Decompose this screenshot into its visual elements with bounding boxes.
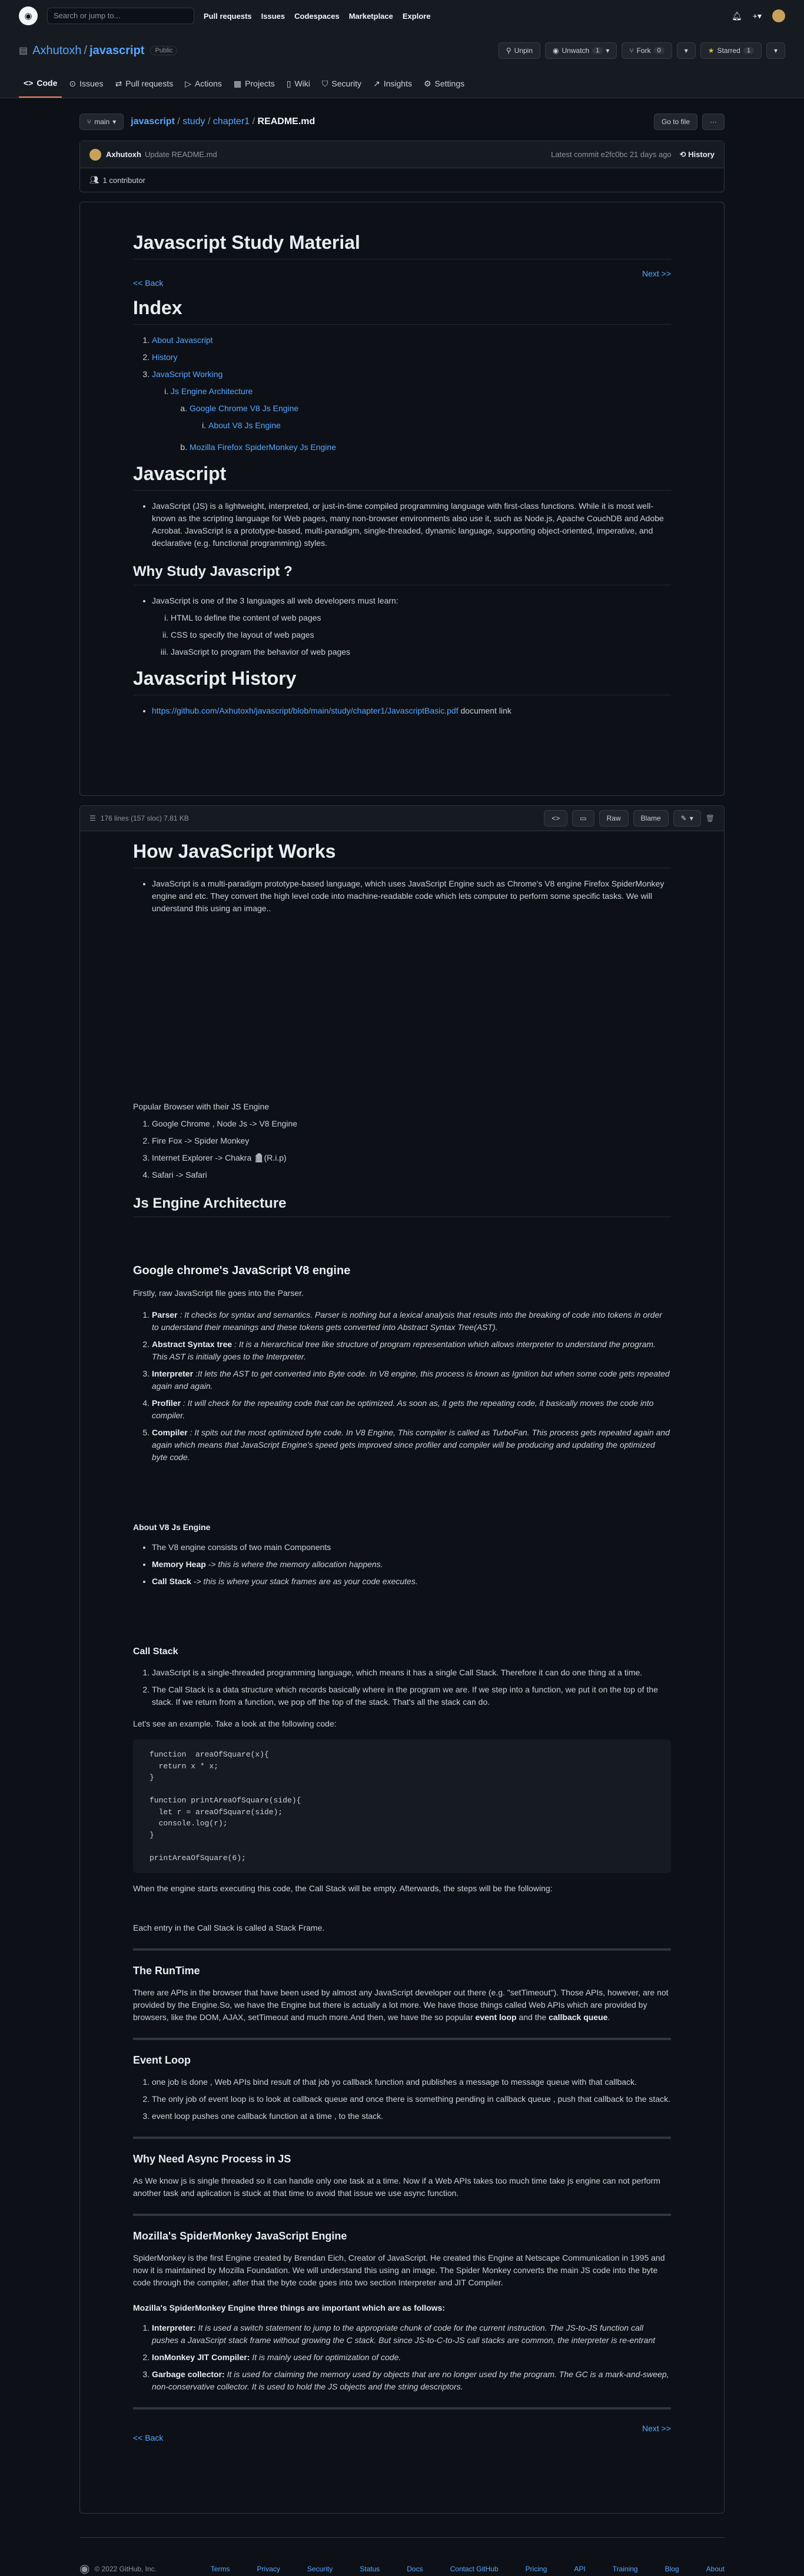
tab-wiki[interactable]: ▯ Wiki — [286, 78, 310, 88]
graph-icon: ↗ — [373, 78, 380, 88]
footer-link-training[interactable]: Training — [612, 2564, 638, 2573]
spidermonkey-text: SpiderMonkey is the first Engine created by Brendan Eich, Creator of JavaScript. He created this Engine at Netscape Communication in 1995 and now it is maintained by Mozilla Foundation. We will understand this using an image. The Spider Monkey converts the main JS code into the byte code through the compiler, after that the byte code goes into two section Interpreter and JIT Compiler. — [133, 2253, 665, 2287]
next-link[interactable]: Next >> — [642, 269, 671, 278]
commit-author-link[interactable]: Axhutoxh — [106, 150, 141, 159]
code-icon: <> — [24, 78, 34, 88]
preview-button[interactable] — [572, 810, 594, 827]
pencil-icon: ✎ — [680, 814, 687, 822]
commit-box — [79, 141, 725, 192]
index-v8-engine[interactable]: Google Chrome V8 Js Engine — [190, 404, 299, 413]
list-item: 2. IonMonkey JIT Compiler: It is mainly used for optimization of code. — [152, 2351, 671, 2364]
list-item: • Memory Heap -> this is where the memory allocation happens. — [152, 1558, 671, 1571]
tab-issues[interactable]: ⊙ Issues — [69, 78, 104, 88]
fork-icon: ⑂ — [629, 46, 634, 55]
javascript-description: • JavaScript (JS) is a lightweight, interpreted, or just-in-time compiled programming language with first-class functions. While it is most well-known as the scripting language for Web pages, many non-browser environments also use it, such as Node.js, Apache CouchDB and Adobe Acrobat. JavaScript is a prototype-based, multi-paradigm, single-threaded, dynamic language, supporting object-oriented, imperative, and declarative (e.g. functional programming) styles. — [152, 500, 671, 549]
history-icon: ⟲ — [679, 149, 686, 159]
fork-dropdown-button[interactable]: ▾ — [677, 42, 696, 59]
index-engine-architecture[interactable]: Js Engine Architecture — [171, 386, 253, 396]
v8-heading: Google chrome's JavaScript V8 engine — [133, 1264, 351, 1277]
index-spidermonkey[interactable]: Mozilla Firefox SpiderMonkey Js Engine — [190, 442, 336, 452]
issues-icon: ⊙ — [69, 78, 77, 88]
tab-projects[interactable]: ▦ Projects — [233, 78, 275, 88]
visibility-badge: Public — [150, 46, 177, 55]
footer-link-privacy[interactable]: Privacy — [257, 2564, 280, 2573]
code-icon: <> — [551, 814, 560, 822]
tab-insights[interactable]: ↗ Insights — [373, 78, 412, 88]
list-item: 4. Safari -> Safari — [152, 1169, 671, 1181]
runtime-heading: The RunTime — [133, 1965, 200, 1977]
breadcrumb-file: README.md — [257, 116, 315, 126]
tab-actions[interactable]: ▷ Actions — [185, 78, 222, 88]
list-item: 2. The Call Stack is a data structure which records basically where in the program we are. If we step into a function, we put it on the top of the stack. If we return from a function, we pop off the top of the stack. That's all the stack can do. — [152, 1684, 671, 1708]
copyright: © 2022 GitHub, Inc. — [94, 2564, 157, 2573]
list-item: 4. Profiler : It will check for the repeating code that can be optimized. As soon as, it gets the repeating code, it basically moves the code into compiler. — [152, 1397, 671, 1422]
pull-request-icon: ⇄ — [115, 78, 122, 88]
unwatch-button[interactable]: ◉ Unwatch 1 ▾ — [545, 42, 617, 59]
fork-count: 0 — [654, 47, 665, 54]
list-item: 3. Interpreter :It lets the AST to get converted into Byte code. In V8 engine, this process is known as Ignition but when some code gets repeated again and again. — [152, 1368, 671, 1392]
spidermonkey-heading: Mozilla's SpiderMonkey JavaScript Engine — [133, 2230, 347, 2242]
repo-header — [0, 32, 804, 98]
list-item: • Call Stack -> this is where your stack frames are as your code executes. — [152, 1575, 671, 1588]
about-v8-heading: About V8 Js Engine — [133, 1522, 211, 1532]
global-header — [0, 0, 804, 32]
main-content — [79, 98, 725, 2514]
tab-pull-requests[interactable]: ⇄ Pull requests — [115, 78, 174, 88]
list-item: 1. JavaScript is a single-threaded programming language, which means it has a single Call Stack. Therefore it can do one thing at a time. — [152, 1667, 671, 1679]
how-js-works-heading: How JavaScript Works — [133, 841, 671, 868]
why-study-heading: Why Study Javascript ? — [133, 564, 671, 585]
star-count: 1 — [743, 47, 754, 54]
footer — [79, 2537, 725, 2576]
async-heading: Why Need Async Process in JS — [133, 2153, 291, 2165]
list-item: 5. Compiler : It spits out the most optimized byte code. In V8 Engine, This compiler is called as TurboFan. This process gets repeated again and again which means that JavaScript Engine's speed gets improved since profiler and compiler will be producing and updating the optimized byte code. — [152, 1427, 671, 1464]
example-text: Let's see an example. Take a look at the following code: — [133, 1719, 337, 1728]
v8-intro: Firstly, raw JavaScript file goes into the Parser. — [133, 1288, 304, 1298]
history-pdf-link[interactable]: https://github.com/Axhutoxh/javascript/blob/main/study/chapter1/JavascriptBasic.pdf — [152, 706, 459, 715]
footer-link-api[interactable]: API — [574, 2564, 586, 2573]
commit-message-link[interactable]: Update README.md — [144, 150, 217, 159]
create-plus-icon[interactable]: +▾ — [752, 11, 762, 21]
eye-icon: ◉ — [553, 46, 559, 55]
breadcrumb-repo[interactable]: javascript — [131, 116, 175, 126]
watch-count: 1 — [592, 47, 603, 54]
search-input[interactable]: Search or jump to... — [47, 8, 194, 24]
list-item: i. HTML to define the content of web pages — [171, 612, 671, 624]
pin-icon: ⚲ — [506, 46, 511, 55]
divider — [133, 2038, 671, 2040]
branch-icon: ⑂ — [87, 118, 92, 126]
nav-issues[interactable]: Issues — [261, 11, 285, 21]
list-item: 1. Google Chrome , Node Js -> V8 Engine — [152, 1118, 671, 1130]
author-avatar — [89, 149, 101, 161]
notification-bell-icon[interactable]: 🔔︎ — [732, 11, 742, 21]
wiki-icon: ▯ — [286, 78, 291, 88]
readme-body — [79, 831, 725, 2514]
index-about-v8[interactable]: About V8 Js Engine — [208, 421, 281, 430]
why-study-text: JavaScript is one of the 3 languages all web developers must learn: — [152, 596, 398, 605]
back-link-bottom[interactable]: << Back — [133, 2433, 164, 2442]
list-item: 3. Garbage collector: It is used for claiming the memory used by objects that are no longer used by the program. The GC is a mark-and-sweep, non-conservative collector. It is used to hold the JS objects and the string descriptors. — [152, 2368, 671, 2393]
list-item: • The V8 engine consists of two main Components — [152, 1541, 671, 1554]
repo-icon: ▤ — [19, 46, 28, 56]
unpin-button[interactable]: ⚲ Unpin — [499, 42, 540, 59]
nav-marketplace[interactable]: Marketplace — [348, 11, 393, 21]
repo-tabs — [19, 69, 785, 98]
contributors-count[interactable]: 1 contributor — [102, 175, 145, 185]
github-footer-logo-icon[interactable]: ◉ — [79, 2562, 90, 2575]
list-item: 3. event loop pushes one callback function at a time , to the stack. — [152, 2110, 671, 2122]
tab-settings[interactable]: ⚙ Settings — [423, 78, 465, 88]
delete-icon[interactable]: 🗑︎ — [705, 814, 715, 822]
footer-link-docs[interactable]: Docs — [407, 2564, 423, 2573]
list-item: 1. Parser : It checks for syntax and semantics. Parser is nothing but a lexical analysis that results into the breaking of code into tokens in order to understand their meanings and these tokens gets converted into Abstract Syntax Tree(AST). — [152, 1309, 671, 1334]
history-heading: Javascript History — [133, 668, 671, 695]
index-heading: Index — [133, 297, 671, 325]
latest-commit-info: Latest commit e2fc0bc 21 days ago — [551, 150, 672, 159]
next-link-bottom[interactable]: Next >> — [642, 2424, 671, 2433]
code-view-button[interactable] — [544, 810, 567, 827]
list-item: iii. JavaScript to program the behavior of web pages — [171, 646, 671, 658]
history-link-suffix: document link — [458, 706, 511, 715]
go-to-file-button[interactable]: Go to file — [654, 114, 697, 130]
footer-link-contact[interactable]: Contact GitHub — [450, 2564, 499, 2573]
list-item: 1. one job is done , Web APIs bind result of that job yo callback function and publishes a message to message queue with that callback. — [152, 2076, 671, 2088]
divider — [133, 2137, 671, 2139]
blame-button[interactable]: Blame — [633, 810, 669, 827]
call-stack-heading: Call Stack — [133, 1647, 178, 1657]
more-options-button[interactable]: ··· — [702, 114, 725, 130]
file-lines-info: 176 lines (157 sloc) 7.81 KB — [100, 814, 189, 822]
contributors-icon: 👥︎ — [89, 175, 99, 184]
list-item: 1. Interpreter: It is used a switch statement to jump to the appropriate chunk of code for the current instruction. The JS-to-JS function call pushes a JavaScript stack frame without growing the C stack. But since JS-to-C-to-JS call stacks are common, the interpreter is re-entrant — [152, 2322, 671, 2347]
history-link[interactable]: ⟲ History — [679, 149, 715, 159]
how-js-works-text: • JavaScript is a multi-paradigm prototype-based language, which uses JavaScript Engine such as Chrome's V8 engine Firefox SpiderMonkey engine and etc. They convert the high level code into machine-readable code which lets computer to perform some specific tasks. We will understand this using an image.. — [152, 878, 671, 915]
path-separator: / — [84, 44, 88, 57]
actions-icon: ▷ — [185, 78, 192, 88]
list-item: 2. Fire Fox -> Spider Monkey — [152, 1135, 671, 1147]
outline-icon[interactable]: ☰ — [89, 814, 96, 822]
breadcrumb-study[interactable]: study — [182, 116, 205, 126]
index-history[interactable]: History — [152, 352, 178, 362]
spidermonkey-subheading: Mozilla's SpiderMonkey Engine three things are important which are as follows: — [133, 2303, 445, 2312]
star-dropdown-button[interactable]: ▾ — [766, 42, 785, 59]
footer-link-status[interactable]: Status — [360, 2564, 380, 2573]
divider — [133, 2214, 671, 2216]
starred-button[interactable]: ★ Starred 1 — [700, 42, 762, 59]
index-javascript-working[interactable]: JavaScript Working — [152, 369, 223, 379]
footer-link-about[interactable]: About — [706, 2564, 725, 2573]
index-about-javascript[interactable]: About Javascript — [152, 335, 213, 345]
list-item: 2. Abstract Syntax tree : It is a hierarchical tree like structure of program representation which allows interpreter to understand the program. This AST is initially goes to the Interpreter. — [152, 1338, 671, 1363]
stack-frame-text: Each entry in the Call Stack is called a Stack Frame. — [133, 1923, 325, 1932]
runtime-text: There are APIs in the browser that have been used by almost any JavaScript developer out there (e.g. "setTimeout"). Those APIs, however, are not provided by the Engine.So, we have the Engine but there is actually a lot more. We have those things called Web APIs which are provided by browsers, like the DOM, AJAX, setTimeout and much more.And then, we have the so popular event loop and the callback queue. — [133, 1988, 669, 2022]
shield-icon: ⛉ — [321, 78, 328, 88]
star-icon: ★ — [707, 46, 715, 55]
fork-button[interactable]: ⑂ Fork 0 — [622, 42, 672, 59]
readme-title: Javascript Study Material — [133, 232, 671, 259]
nav-codespaces[interactable]: Codespaces — [294, 11, 340, 21]
breadcrumb: ⑂ main ▾ javascript / study / chapter1 / README.md Go to file ··· — [79, 112, 725, 131]
file-icon: ▭ — [580, 814, 587, 822]
nav-explore[interactable]: Explore — [402, 11, 431, 21]
js-engine-image — [133, 924, 671, 1101]
list-item: ii. CSS to specify the layout of web pages — [171, 629, 671, 641]
footer-link-blog[interactable]: Blog — [665, 2564, 679, 2573]
footer-link-pricing[interactable]: Pricing — [525, 2564, 547, 2573]
code-block: function areaOfSquare(x){ return x * x; } function printAreaOfSquare(side){ let r = areaOfSquare(side); console.log(r); } printAreaOfSquare(6); — [133, 1739, 671, 1873]
repo-owner-link[interactable]: Axhutoxh — [32, 44, 82, 57]
footer-link-security[interactable]: Security — [307, 2564, 333, 2573]
engine-architecture-heading: Js Engine Architecture — [133, 1195, 671, 1217]
file-header — [79, 805, 725, 831]
browser-caption: Popular Browser with their JS Engine — [133, 1102, 270, 1111]
projects-icon: ▦ — [233, 78, 242, 88]
github-logo-icon[interactable]: ◉ — [19, 6, 38, 25]
repo-name-link[interactable]: javascript — [89, 44, 145, 57]
footer-link-terms[interactable]: Terms — [210, 2564, 230, 2573]
edit-button[interactable]: ✎ ▾ — [673, 810, 701, 827]
raw-button[interactable]: Raw — [599, 810, 629, 827]
readme-top — [79, 202, 725, 796]
branch-select-button[interactable]: ⑂ main ▾ — [79, 114, 124, 130]
javascript-heading: Javascript — [133, 463, 671, 491]
after-code-text: When the engine starts executing this code, the Call Stack will be empty. Afterwards, the steps will be the following: — [133, 1884, 553, 1893]
gear-icon: ⚙ — [423, 78, 431, 88]
divider — [133, 2407, 671, 2410]
nav-pull-requests[interactable]: Pull requests — [204, 11, 252, 21]
list-item: 2. The only job of event loop is to look at callback queue and once there is something pending in callback queue , push that callback to the stack. — [152, 2093, 671, 2105]
tab-code[interactable]: <> Code — [19, 69, 62, 98]
list-item: 3. Internet Explorer -> Chakra 🪦(R.i.p) — [152, 1152, 671, 1164]
avatar[interactable] — [772, 9, 785, 22]
divider — [133, 1948, 671, 1951]
breadcrumb-chapter1[interactable]: chapter1 — [212, 116, 250, 126]
tab-security[interactable]: ⛉ Security — [321, 78, 361, 88]
async-text: As We know js is single threaded so it can handle only one task at a time. Now if a Web APIs takes too much time take js engine can not perform another task and aplication is stuck at that time to avoid that issue we use async function. — [133, 2176, 660, 2198]
event-loop-heading: Event Loop — [133, 2054, 191, 2066]
back-link[interactable]: << Back — [133, 278, 164, 288]
